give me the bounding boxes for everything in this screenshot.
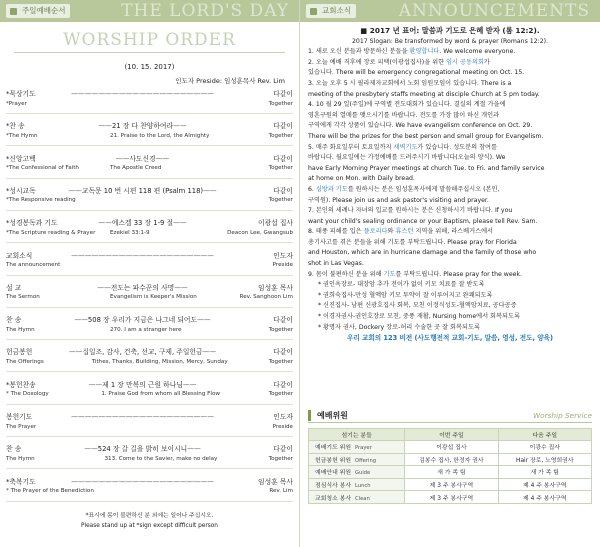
announcement-8-cont: and Houston, which are in hurricane damage and the family of those who: [308, 249, 537, 257]
order-item-title-en: The Offerings: [6, 358, 44, 365]
order-item-title-en: The Hymn: [6, 455, 35, 462]
announcement-5-cont: at home on Mon. with Daily bread.: [308, 175, 415, 183]
order-item: [6, 381, 293, 390]
order-item-leader: 다같이: [273, 154, 293, 163]
order-divider: [6, 178, 293, 179]
order-item-leader-en: Deacon Lee, Gwangsub: [227, 229, 293, 236]
order-item-english: [6, 164, 293, 173]
announcements-body: [308, 26, 592, 344]
order-item: [6, 445, 293, 454]
section-tag-label: 교회소식: [322, 6, 351, 15]
table-row: [309, 453, 592, 466]
order-item-detail: ——21 장 다 찬양하여라——: [98, 122, 187, 131]
banner-title: THE LORD'S DAY: [121, 1, 289, 21]
worship-service-header: [308, 410, 592, 423]
service-date: (10. 15. 2017): [124, 63, 175, 71]
order-item-leader-en: Rev. Sanghoon Lim: [239, 294, 293, 301]
order-item-detail-en: [106, 100, 213, 109]
order-item-title: *찬 송: [6, 122, 25, 131]
order-item-leader: 다같이: [273, 122, 293, 131]
order-item-leader: 다같이: [273, 445, 293, 454]
order-item-detail: —————————————————————: [71, 90, 214, 98]
order-item-english: [6, 455, 293, 464]
order-item-title: *축복기도: [6, 477, 36, 486]
next-week-cell: 새 가 족 팀: [498, 466, 591, 479]
order-item-leader-en: Preside: [272, 262, 293, 268]
order-item-detail-en: [106, 487, 213, 496]
order-item-title-en: * The Doxology: [6, 391, 49, 398]
order-item-leader: 다같이: [273, 186, 293, 195]
column-header: 이번 주일: [405, 429, 498, 441]
announcement-6-cont: 구역원). Please join us and ask pastor's visiting and prayer.: [308, 196, 489, 204]
order-divider: [6, 501, 293, 502]
announcement-4-cont: There will be the prizes for the best person and small group for Evangelism.: [308, 132, 544, 140]
order-item-title-en: The Prayer: [6, 423, 37, 430]
order-divider: [6, 307, 293, 308]
announcement-7-cont: want your child's sealing ordinance or your Baptism, please tell Rev. Sam.: [308, 217, 538, 225]
prayer-list-item: * 권인옥장로- 대장암 추가 전이가 없이 키모 치료를 잘 받도록: [318, 281, 485, 289]
order-item-detail: ——전도는 파수꾼의 사명——: [97, 283, 188, 292]
order-item-title: *봉헌찬송: [6, 380, 36, 389]
column-header: 섬기는 분들: [309, 429, 405, 441]
table-header-row: [309, 429, 592, 441]
order-item-title-en: * The Prayer of the Benediction: [6, 488, 94, 495]
order-item-detail: —————————————————————: [71, 477, 214, 486]
order-item-title-en: *The Responsive reading: [6, 197, 76, 204]
order-item-leader-en: Together: [268, 132, 293, 139]
order-item-title: 찬 송: [6, 445, 22, 454]
order-divider: [6, 339, 293, 340]
order-divider: [6, 404, 293, 405]
order-item-leader: 다같이: [273, 348, 293, 357]
title-divider: [14, 52, 285, 53]
order-item-english: [6, 229, 293, 238]
order-item-detail: ——사도신경——: [115, 154, 170, 163]
role-cell: 점심식사 봉사 Lunch: [309, 478, 405, 491]
announcement-6: 6. 심방과 기도를 원하시는 분은 임성훈목사에게 말씀해주십시오 (본인,: [308, 185, 500, 193]
table-row: [309, 478, 592, 491]
order-item-detail: ——524 장 갈 길을 밝히 보이시니——: [84, 445, 201, 454]
order-item-title-en: The announcement: [6, 262, 61, 268]
footnote-korean: *표시에 몸이 불편하신 분 외에는 일어나 주십시오.: [85, 512, 214, 519]
order-divider: [6, 242, 293, 243]
order-item: [6, 219, 293, 228]
announcement-3: 3. 오늘 오후 5 시 필라제자교회에서 노회 임원모임이 있습니다. There is a: [308, 79, 512, 87]
order-item-english: [6, 261, 293, 270]
order-item: [6, 478, 293, 487]
order-item-detail-en: [106, 423, 213, 432]
order-item-detail-en: [106, 196, 213, 205]
order-item: [6, 348, 293, 357]
order-item-title: *성경봉독과 기도: [6, 219, 58, 228]
order-item: [6, 316, 293, 325]
order-item-leader-en: Together: [268, 165, 293, 172]
order-item-title-en: The Hymn: [6, 326, 35, 333]
order-item-english: [6, 326, 293, 335]
order-divider: [6, 468, 293, 469]
order-item-detail: ——십일조, 감사, 건축, 선교, 구제, 주일헌금——: [68, 348, 217, 357]
order-item-leader-en: Together: [268, 455, 293, 462]
announcement-8-cont: 총기사고를 겪은 분들을 위해 기도를 부탁드립니다. Please pray for Florida: [308, 238, 517, 246]
role-cell: 교회청소 봉사 Clean: [309, 491, 405, 504]
order-item-leader: 다같이: [273, 316, 293, 325]
order-item: [6, 122, 293, 131]
announcement-8: 8. 태풍 피해를 입은 플로리다와 휴스턴 지역을 위해, 라스베거스에서: [308, 228, 494, 236]
table-row: [309, 466, 592, 479]
order-item-leader: 다같이: [273, 380, 293, 389]
vision-statement: 우리 교회의 123 비전 (사도행전적 교회-기도, 말씀, 영성, 전도, 양육): [346, 334, 554, 343]
worship-service-title: 예배위원: [308, 410, 348, 421]
order-item: [6, 155, 293, 164]
announcement-4-cont: 구역에게 각각 상품이 있습니다. We have evangelism conference on Oct. 29.: [308, 122, 533, 130]
order-item-title-en: *The Confessional of Faith: [6, 165, 79, 172]
right-banner: [300, 0, 600, 22]
order-item-leader: 임성훈 목사: [258, 283, 293, 292]
order-item-detail: —————————————————————: [71, 413, 214, 421]
order-divider: [6, 210, 293, 211]
order-item-leader-en: Together: [268, 358, 293, 365]
order-item-english: [6, 358, 293, 367]
announcement-3-cont: meeting of the presbytery staffs meeting at disciple Church at 5 pm today.: [308, 90, 540, 98]
order-item-title: 설 교: [6, 283, 22, 292]
order-item-title: 헌금봉헌: [6, 348, 33, 357]
footnote-english: Please stand up at *sign except difficult person: [81, 522, 218, 529]
order-item-english: [6, 423, 293, 432]
worship-title: WORSHIP ORDER: [63, 30, 236, 50]
this-week-cell: 이광섭 집사: [405, 441, 498, 454]
prayer-list-item: * 신진집사- 남편 신광호집사 회복, 모친 이정식성도-혈액암치료, 공다공증: [318, 302, 517, 310]
next-week-cell: 제 4 주 봉사구역: [498, 478, 591, 491]
prayer-list-item: * 황명자 권사, Dockery 장로-허리 수술한 곳 잘 회복되도록: [318, 323, 480, 331]
order-item-title-en: *The Hymn: [6, 132, 38, 139]
this-week-cell: 새 가 족 팀: [405, 466, 498, 479]
next-week-cell: Hair 장로, 노영희권사: [498, 453, 591, 466]
worship-service-english: Worship Service: [532, 411, 592, 420]
order-item-english: [6, 390, 293, 399]
order-item-leader-en: Together: [268, 391, 293, 398]
worship-service-table: [308, 428, 592, 504]
order-item-title: 찬 송: [6, 316, 22, 325]
order-item-title: *묵상기도: [6, 90, 36, 98]
table-row: [309, 441, 592, 454]
order-item-leader: 임성훈 목사: [258, 477, 293, 486]
this-week-cell: 제 3 주 봉사구역: [405, 478, 498, 491]
order-item-detail-en: [106, 261, 213, 270]
next-week-cell: 이광수 집사: [498, 441, 591, 454]
announcements-page: [300, 0, 600, 547]
order-item-leader: 이광섭 집사: [258, 219, 293, 228]
announcement-8-cont: shot in Las Vegas.: [308, 260, 364, 268]
order-item-leader: 다같이: [273, 90, 293, 98]
order-item-leader: 인도자: [273, 413, 293, 421]
order-item-english: [6, 100, 293, 109]
order-item: [6, 284, 293, 293]
order-divider: [6, 113, 293, 114]
role-cell: 예배기도 위원 Prayer: [309, 441, 405, 454]
order-item-leader: 인도자: [273, 251, 293, 260]
announcement-4: 4. 10 월 29 일(주일)에 구역별 전도대회가 있습니다. 결실의 계절 가을에: [308, 101, 506, 109]
square-bullet-icon: [10, 8, 17, 15]
next-week-cell: 제 4 주 봉사구역: [498, 491, 591, 504]
order-item-leader-en: Together: [268, 326, 293, 333]
prayer-list: [308, 280, 592, 333]
order-item-english: [6, 196, 293, 205]
order-item-title-en: *Prayer: [6, 100, 27, 107]
slogan-english: 2017 Slogan: Be transformed by word & prayer (Romans 12:2).: [351, 37, 549, 45]
order-divider: [6, 145, 293, 146]
section-tag: [6, 4, 70, 18]
announcement-5-cont: have Early Morning Prayer meetings at church Tue. to Fri. and family service: [308, 164, 545, 172]
order-item-title-en: The Sermon: [6, 294, 40, 301]
order-divider: [6, 436, 293, 437]
order-item-detail-en: Tithes, Thanks, Building, Mission, Mercy, Sunday: [91, 358, 228, 365]
table-row: [309, 491, 592, 504]
square-bullet-icon: [310, 8, 317, 15]
order-item-leader-en: Together: [268, 100, 293, 107]
announcement-7: 7. 본인의 세례나 자녀의 입교를 원하시는 분은 신청하시기 바랍니다. If you: [308, 207, 513, 215]
order-item-leader-en: Rev. Lim: [269, 488, 293, 495]
order-item-detail-en: 270. I am a stranger here: [110, 326, 182, 333]
order-item: [6, 187, 293, 196]
order-item-detail: ——에스겔 33 장 1-9 절——: [98, 219, 187, 228]
order-item: [6, 252, 293, 261]
order-item-title: 교회소식: [6, 251, 33, 260]
order-item-detail: ——교독문 10 번 시편 118 편 (Psalm 118)——: [68, 186, 217, 195]
announcement-5: 5. 매주 화요일부터 토요일까지 새벽기도가 있습니다. 성도분의 참여를: [308, 143, 498, 151]
announcement-1: 1. 새로 오신 분들과 방문하신 분들을 환영합니다. We welcome everyone.: [308, 48, 516, 56]
order-item-detail-en: 313. Come to the Savier, make no delay: [104, 455, 218, 462]
order-item-detail: ——제 1 장 만복의 근원 하나님——: [88, 380, 197, 389]
prayer-list-item: * 권희숙집사-만성 혈액암 키모 투약이 잘 이루어지고 완쾌되도록: [318, 291, 493, 299]
order-item-detail-en: Ezekiel 33:1-9: [110, 229, 150, 236]
order-item-leader-en: Preside: [272, 423, 293, 430]
column-header: 다음 주일: [498, 429, 591, 441]
section-tag: [306, 4, 356, 18]
announcement-2-cont: 있습니다. There will be emergency congregational meeting on Oct. 15.: [308, 69, 525, 77]
this-week-cell: 제 3 주 봉사구역: [405, 491, 498, 504]
order-item-detail-en: 1. Praise God from whom all Blessing Flow: [101, 391, 220, 398]
announcement-2: 2. 오늘 예배 직후에 장로 피택(이광섭집사)을 위한 임시 공동의회가: [308, 58, 490, 66]
announcement-9: 9. 몸이 불편하신 분을 위해 기도를 부탁드립니다. Please pray for the week.: [308, 270, 522, 278]
order-item-detail: —————————————————————: [71, 251, 214, 260]
order-item-title: 봉헌기도: [6, 413, 33, 421]
order-divider: [6, 275, 293, 276]
order-item-detail-en: Evangelism is Keeper's Mission: [110, 294, 197, 301]
order-item-title: *성시교독: [6, 186, 36, 195]
announcement-5-cont: 바랍니다. 월요일에는 가정예배를 드려주시기 바랍니다(오늘의 양식). We: [308, 154, 506, 162]
preside-line: 인도자 Preside: 임성훈목사 Rev. Lim: [175, 77, 285, 85]
order-item-english: [6, 487, 293, 496]
announcement-4-cont: 영혼구원의 열매를 맺으시기를 바랍니다. 전도를 가장 많이 하신 개인과: [308, 111, 500, 119]
order-item-english: [6, 132, 293, 141]
left-banner: [0, 0, 299, 22]
this-week-cell: 김봉수 집사, 한정자 권사: [405, 453, 498, 466]
role-cell: 예배안내 위원 Guide: [309, 466, 405, 479]
banner-title: ANNOUNCEMENTS: [398, 1, 590, 21]
order-item-detail: ——508 장 우리가 지금은 나그네 되어도——: [74, 316, 211, 325]
order-item-title-en: *The Scripture reading & Prayer: [6, 229, 96, 236]
order-item-english: [6, 293, 293, 302]
order-item: [6, 90, 293, 99]
order-item-title: *신앙고백: [6, 154, 36, 163]
order-item: [6, 413, 293, 422]
section-tag-label: 주일예배순서: [22, 6, 66, 15]
slogan-heading: ■ 2017 년 표어: 말씀과 기도로 은혜 받자 (롬 12:2).: [360, 26, 540, 35]
prayer-list-item: * 이경자권사-권인호장로 모친, 중풍 재활, Nursing home에서 회복되도록: [318, 313, 520, 321]
order-item-detail-en: 21. Praise to the Lord, the Almighty: [110, 132, 210, 139]
order-item-leader-en: Together: [268, 197, 293, 204]
order-divider: [6, 371, 293, 372]
role-cell: 헌금봉헌 위원 Offering: [309, 453, 405, 466]
order-item-detail-en: The Apostle Creed: [110, 165, 162, 172]
